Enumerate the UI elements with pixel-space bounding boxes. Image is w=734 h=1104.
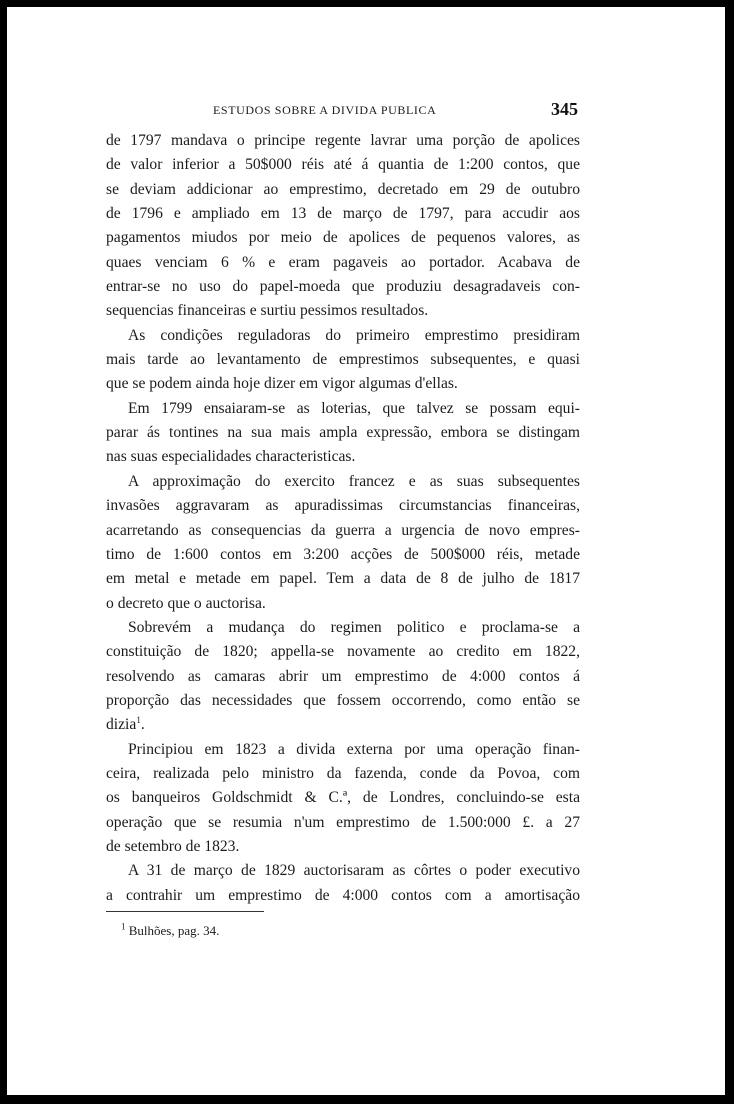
- text-line: timo de 1:600 contos em 3:200 acções de 500$000 réis, metade: [106, 545, 580, 563]
- footnote-divider: [106, 911, 264, 912]
- text-line: pagamentos miudos por meio de apolices de pequenos valores, as: [106, 229, 580, 247]
- text-line: se deviam addicionar ao emprestimo, decretado em 29 de outubro: [106, 180, 580, 198]
- text-line: em metal e metade em papel. Tem a data de 8 de julho de 1817: [106, 570, 580, 588]
- text-line: de 1797 mandava o principe regente lavrar uma porção de apolices: [106, 132, 580, 149]
- footnote-reference: 1: [136, 715, 141, 726]
- text-line-content: dizia: [106, 716, 137, 734]
- text-line: invasões aggravaram as apuradissimas circumstancias financeiras,: [106, 497, 580, 515]
- text-line: resolvendo as camaras abrir um emprestimo de 4:000 contos á: [106, 667, 580, 685]
- text-line: A 31 de março de 1829 auctorisaram as côrtes o poder executivo: [128, 862, 580, 880]
- text-line: constituição de 1820; appella-se novamente ao credito em 1822,: [106, 643, 580, 661]
- page-number: 345: [551, 99, 578, 119]
- text-line: o decreto que o auctorisa.: [106, 594, 266, 612]
- page-header: [7, 99, 725, 123]
- text-line: de 1796 e ampliado em 13 de março de 1797, para accudir aos: [106, 205, 580, 223]
- text-line: Sobrevém a mudança do regimen politico e proclama-se a: [128, 618, 580, 636]
- text-line: os banqueiros Goldschmidt & C.ª, de Londres, concluindo-se esta: [106, 789, 580, 807]
- text-line: a contrahir um emprestimo de 4:000 contos com a amortisação: [106, 886, 580, 904]
- text-line: operação que se resumia n'um emprestimo de 1.500:000 £. a 27: [106, 813, 580, 831]
- text-line: parar ás tontines na sua mais ampla expressão, embora se distingam: [106, 424, 580, 442]
- text-line: ceira, realizada pelo ministro da fazenda, conde da Povoa, com: [106, 764, 580, 782]
- footnote: [121, 923, 219, 939]
- text-line: sequencias financeiras e surtiu pessimos resultados.: [106, 302, 429, 320]
- footnote-number: 1: [121, 921, 126, 932]
- text-line: entrar-se no uso do papel-moeda que produziu desagradaveis con-: [106, 278, 580, 296]
- text-line: dizia$^1$.: [106, 715, 145, 734]
- text-line: de setembro de 1823.: [106, 837, 240, 855]
- text-line: acarretando as consequencias da guerra a urgencia de novo empres-: [106, 521, 580, 539]
- running-title: ESTUDOS SOBRE A DIVIDA PUBLICA: [213, 103, 437, 117]
- text-line: mais tarde ao levantamento de emprestimos subsequentes, e quasi: [106, 351, 580, 369]
- text-line: A approximação do exercito francez e as suas subsequentes: [128, 472, 580, 490]
- text-line: que se podem ainda hoje dizer em vigor algumas d'ellas.: [106, 375, 458, 393]
- footnote-text: Bulhões, pag. 34.: [128, 923, 220, 938]
- text-line: Em 1799 ensaiaram-se as loterias, que talvez se possam equi-: [128, 399, 580, 417]
- body-text: [106, 129, 580, 908]
- text-line: Principiou em 1823 a divida externa por uma operação finan-: [128, 740, 580, 758]
- book-page: [7, 7, 725, 1095]
- text-line: nas suas especialidades characteristicas.: [106, 448, 356, 466]
- text-line: As condições reguladoras do primeiro emprestimo presidiram: [128, 326, 580, 344]
- text-line: de valor inferior a 50$000 réis até á quantia de 1:200 contos, que: [106, 156, 580, 174]
- text-line: proporção das necessidades que fossem occorrendo, como então se: [106, 691, 580, 709]
- text-line: quaes venciam 6 % e eram pagaveis ao portador. Acabava de: [106, 253, 580, 271]
